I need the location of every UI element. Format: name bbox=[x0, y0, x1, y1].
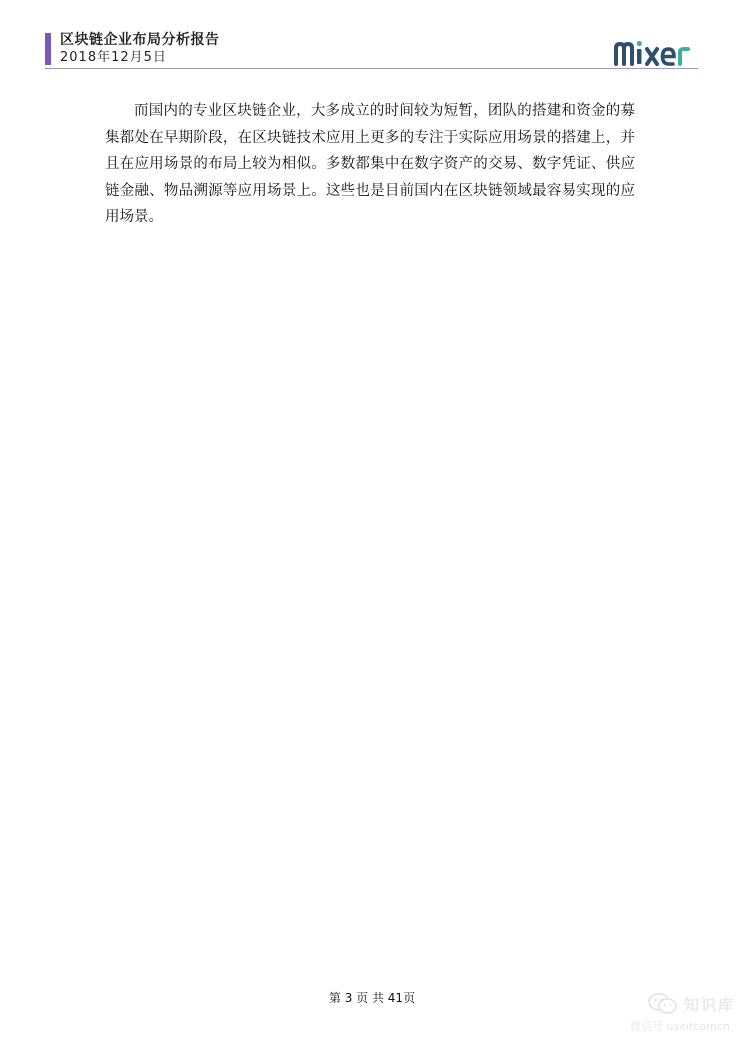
mixer-logo bbox=[614, 38, 714, 68]
page-number: 第 3 页 共 41页 bbox=[328, 991, 416, 1005]
header-divider bbox=[45, 68, 698, 69]
watermark bbox=[630, 992, 740, 1036]
header-accent-bar bbox=[45, 33, 51, 65]
report-date: 2018年12月5日 bbox=[60, 50, 167, 65]
watermark-subtitle: 微信号 useitcomcn bbox=[630, 1020, 730, 1033]
page-header bbox=[0, 0, 744, 72]
report-title: 区块链企业布局分析报告 bbox=[60, 32, 220, 48]
watermark-name: 知识库 bbox=[684, 996, 736, 1014]
body-paragraph: 而国内的专业区块链企业，大多成立的时间较为短暂，团队的搭建和资金的募集都处在早期阶段，在区块链技术应用上更多的专注于实际应用场景的搭建上，并且在应用场景的布局上较为相似。多数都集中在数字资产的交易、数字凭证、供应链金融、物品溯源等应用场景上。这些也是目前国内在区块链领域最容易实现的应用场景。 bbox=[105, 103, 635, 225]
wechat-icon bbox=[648, 992, 678, 1016]
